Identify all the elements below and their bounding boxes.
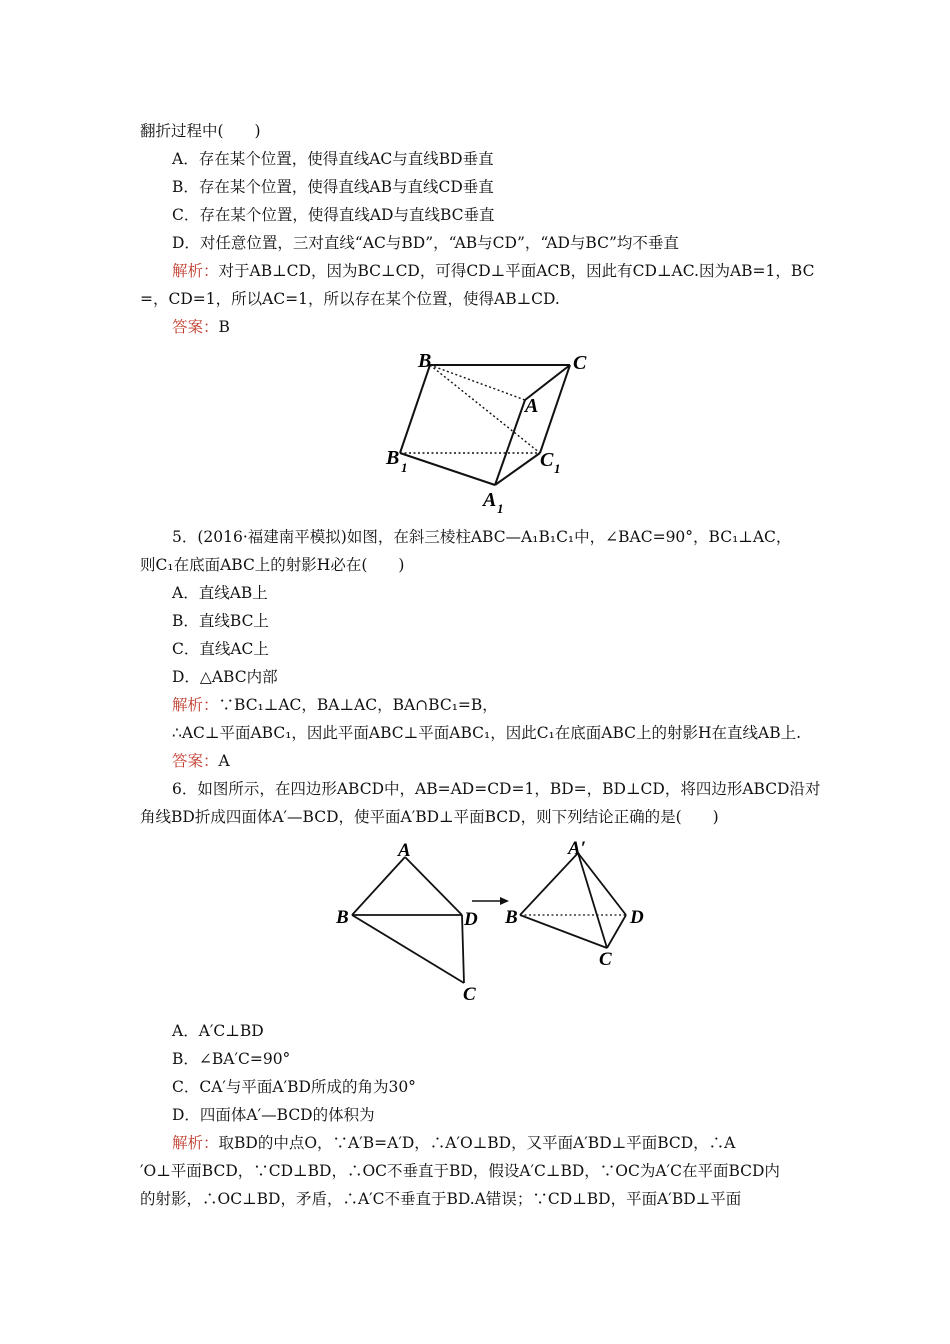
q5-option-b: B．直线BC上	[172, 612, 269, 630]
hidden-edge-BC1	[430, 365, 540, 453]
edge-A1C1	[495, 453, 540, 485]
q4-analysis-text1: 对于AB⊥CD，因为BC⊥CD，可得CD⊥平面ACB，因此有CD⊥AC.因为AB=1，BC	[218, 262, 815, 280]
q4-analysis-line1	[172, 260, 814, 282]
q5-option-d: D．△ABC内部	[172, 668, 278, 686]
q5-analysis-text1: ∵BC₁⊥AC，BA⊥AC，BA∩BC₁=B，	[218, 696, 498, 714]
label-B-folded: B	[505, 907, 518, 928]
q5-option-a: A．直线AB上	[172, 584, 268, 602]
edge-A'D	[578, 853, 626, 915]
q5-option-c: C．直线AC上	[172, 640, 269, 658]
answer-label: 答案：	[172, 752, 219, 770]
q6-option-a: A．A′C⊥BD	[172, 1022, 264, 1040]
q4-answer	[172, 316, 230, 338]
edge-BC-folded	[520, 915, 607, 948]
q5-analysis-line2: ∴AC⊥平面ABC₁，因此平面ABC⊥平面ABC₁，因此C₁在底面ABC上的射影H在直线AB上.	[172, 724, 802, 742]
analysis-label: 解析：	[172, 696, 219, 714]
edge-DC-folded	[607, 915, 626, 948]
label-A1-sub: 1	[497, 501, 504, 516]
edge-A'B	[520, 853, 578, 915]
q4-option-d: D．对任意位置，三对直线“AC与BD”，“AB与CD”，“AD与BC”均不垂直	[172, 234, 679, 252]
hidden-edge-BA	[430, 365, 525, 400]
q6-option-b: B．∠BA′C=90°	[172, 1050, 291, 1068]
label-A1: A	[483, 489, 497, 511]
edge-BC	[352, 915, 464, 983]
label-D-folded: D	[630, 907, 644, 928]
label-B1: B	[386, 447, 400, 469]
label-B1-sub: 1	[401, 460, 408, 475]
q5-answer	[172, 750, 230, 772]
label-C-folded: C	[599, 949, 612, 970]
label-C1: C	[540, 449, 554, 471]
q4-stem-tail: 翻折过程中( )	[140, 122, 261, 140]
q6-analysis-line1	[172, 1132, 735, 1154]
q4-option-b: B．存在某个位置，使得直线AB与直线CD垂直	[172, 178, 494, 196]
edge-CC1	[540, 365, 570, 453]
q5-answer-value: A	[218, 752, 230, 770]
q6-option-d: D．四面体A′—BCD的体积为	[172, 1106, 375, 1124]
edge-AA1	[495, 400, 525, 485]
label-C1-sub: 1	[554, 461, 561, 476]
label-B: B	[418, 350, 432, 372]
q4-option-c: C．存在某个位置，使得直线AD与直线BC垂直	[172, 206, 495, 224]
q4-analysis-line2: =，CD=1，所以AC=1，所以存在某个位置，使得AB⊥CD.	[140, 290, 560, 308]
fold-figure	[330, 835, 660, 1010]
q5-stem-line2: 则C₁在底面ABC上的射影H必在( )	[140, 556, 405, 574]
q6-stem-line2: 角线BD折成四面体A′—BCD，使平面A′BD⊥平面BCD，则下列结论正确的是( )	[140, 808, 719, 826]
q4-answer-value: B	[218, 318, 230, 336]
analysis-label: 解析：	[172, 262, 219, 280]
label-D: D	[464, 909, 478, 930]
q5-stem-line1: 5．(2016·福建南平模拟)如图，在斜三棱柱ABC—A₁B₁C₁中，∠BAC=90°，BC₁⊥AC，	[172, 528, 792, 546]
prism-figure	[380, 345, 600, 520]
edge-A'C	[578, 853, 607, 948]
edge-AD	[405, 857, 462, 915]
q6-analysis-text1: 取BD的中点O，∵A′B=A′D，∴A′O⊥BD，又平面A′BD⊥平面BCD，∴A	[218, 1134, 736, 1152]
edge-B1A1	[400, 453, 495, 485]
answer-label: 答案：	[172, 318, 219, 336]
analysis-label: 解析：	[172, 1134, 219, 1152]
label-C: C	[463, 984, 476, 1005]
label-A-prime: A′	[568, 838, 587, 859]
label-B: B	[336, 907, 349, 928]
arrow-icon	[472, 897, 509, 905]
q4-option-a: A．存在某个位置，使得直线AC与直线BD垂直	[172, 150, 494, 168]
label-A: A	[398, 840, 411, 861]
edge-BB1	[400, 365, 430, 453]
q6-stem-line1: 6．如图所示，在四边形ABCD中，AB=AD=CD=1，BD=，BD⊥CD，将四边形ABCD沿对	[172, 780, 821, 798]
label-A: A	[525, 395, 539, 417]
q6-option-c: C．CA′与平面A′BD所成的角为30°	[172, 1078, 416, 1096]
q6-analysis-line3: 的射影，∴OC⊥BD，矛盾，∴A′C不垂直于BD.A错误；∵CD⊥BD，平面A′BD⊥平面	[140, 1190, 742, 1208]
label-C: C	[573, 352, 587, 374]
edge-AB	[352, 857, 405, 915]
q5-analysis-line1	[172, 694, 498, 716]
q6-analysis-line2: ′O⊥平面BCD，∵CD⊥BD，∴OC不垂直于BD，假设A′C⊥BD，∵OC为A′C在平面BCD内	[140, 1162, 780, 1180]
